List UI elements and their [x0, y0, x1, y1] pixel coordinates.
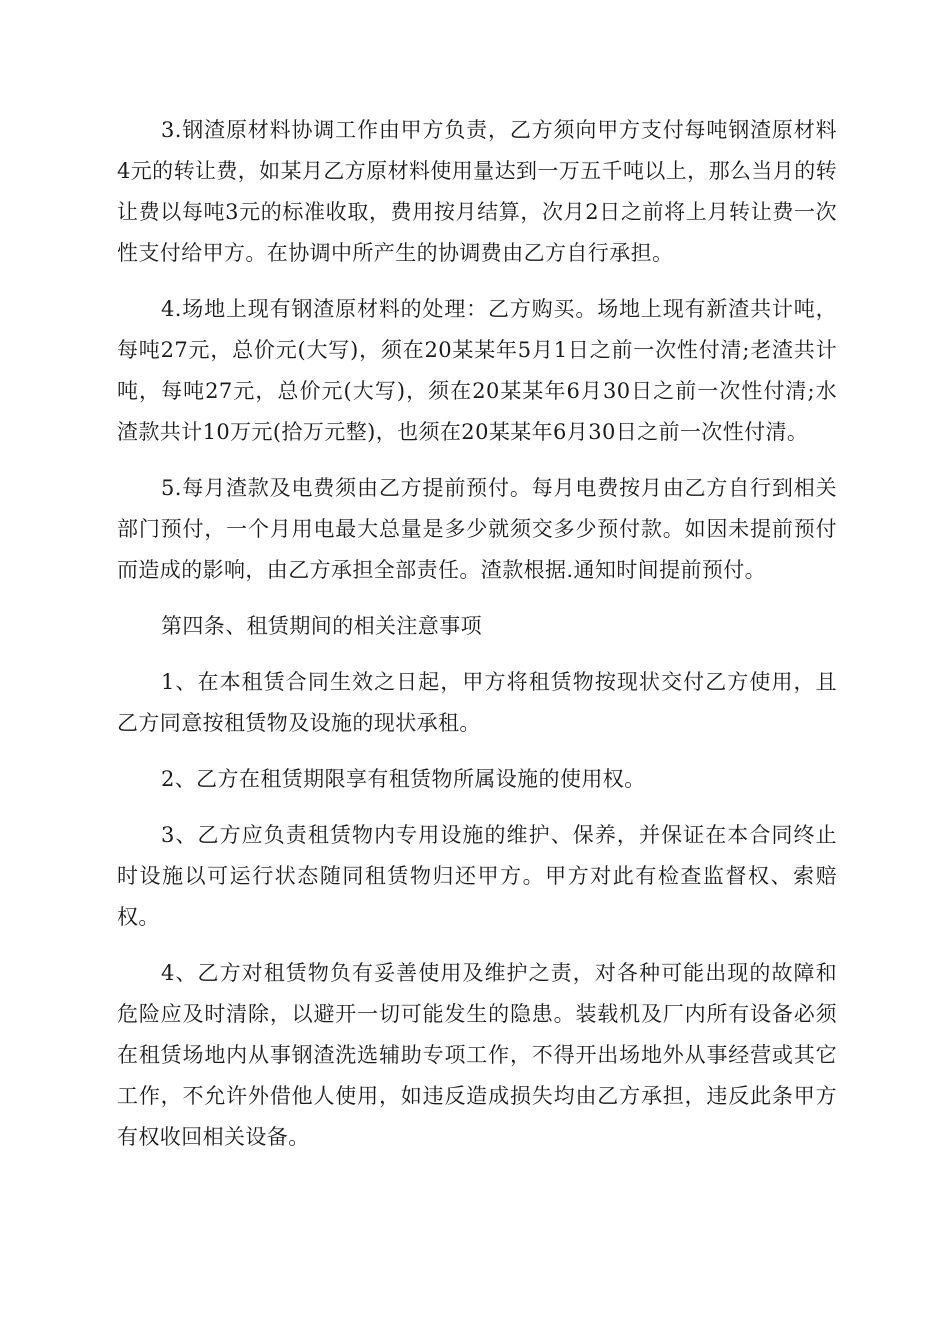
- article-4-item-4: 4、乙方对租赁物负有妥善使用及维护之责，对各种可能出现的故障和危险应及时清除，以避开一切可能发生的隐患。装载机及厂内所有设备必须在租赁场地内从事钢渣洗选辅助专项工作，不得开出场地外从事经营或其它工作，不允许外借他人使用，如违反造成损失均由乙方承担，违反此条甲方有权收回相关设备。: [117, 961, 837, 1149]
- document-body: [117, 110, 837, 1173]
- article-4-heading: 第四条、租赁期间的相关注意事项: [161, 614, 482, 638]
- clause-3-paragraph: 3.钢渣原材料协调工作由甲方负责，乙方须向甲方支付每吨钢渣原材料4元的转让费，如某月乙方原材料使用量达到一万五千吨以上，那么当月的转让费以每吨3元的标准收取，费用按月结算，次月2日之前将上月转让费一次性支付给甲方。在协调中所产生的协调费由乙方自行承担。: [117, 118, 837, 265]
- article-4-item-1: 1、在本租赁合同生效之日起，甲方将租赁物按现状交付乙方使用，且乙方同意按租赁物及设施的现状承租。: [117, 670, 837, 735]
- clause-4-paragraph: 4.场地上现有钢渣原材料的处理：乙方购买。场地上现有新渣共计吨，每吨27元，总价元(大写)，须在20某某年5月1日之前一次性付清;老渣共计吨，每吨27元，总价元(大写)，须在20某某年6月30日之前一次性付清;水渣款共计10万元(拾万元整)，也须在20某某年6月30日之前一次性付清。: [117, 297, 837, 444]
- article-4-item-2: 2、乙方在租赁期限享有租赁物所属设施的使用权。: [161, 767, 646, 791]
- article-4-item-3: 3、乙方应负责租赁物内专用设施的维护、保养，并保证在本合同终止时设施以可运行状态随同租赁物归还甲方。甲方对此有检查监督权、索赔权。: [117, 823, 837, 929]
- clause-5-paragraph: 5.每月渣款及电费须由乙方提前预付。每月电费按月由乙方自行到相关部门预付，一个月用电最大总量是多少就须交多少预付款。如因未提前预付而造成的影响，由乙方承担全部责任。渣款根据.通知时间提前预付。: [117, 476, 837, 582]
